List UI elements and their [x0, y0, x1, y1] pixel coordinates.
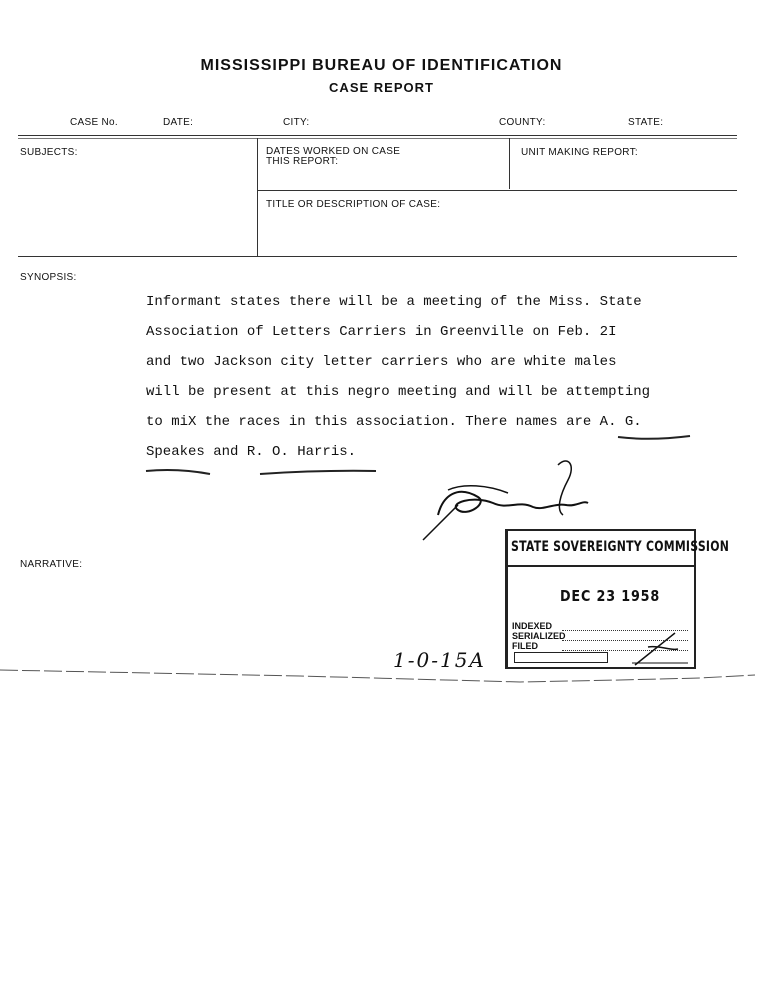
synopsis-line: Informant states there will be a meeting of the Miss. State	[146, 294, 642, 310]
bureau-title: MISSISSIPPI BUREAU OF IDENTIFICATION	[200, 57, 563, 74]
stamp-title: STATE SOVEREIGNTY COMMISSION	[511, 539, 730, 555]
synopsis-line: and two Jackson city letter carriers who are white males	[146, 354, 617, 370]
stamp-date: DEC 23 1958	[560, 587, 661, 605]
dates-worked-line-2: THIS REPORT:	[266, 156, 339, 167]
synopsis-line: Association of Letters Carriers in Greenville on Feb. 2I	[146, 324, 617, 340]
unit-making-report-label: UNIT MAKING REPORT:	[521, 147, 639, 158]
synopsis-line: to miX the races in this association. There names are A. G.	[146, 414, 642, 430]
title-description-label: TITLE OR DESCRIPTION OF CASE:	[266, 199, 441, 210]
stamp-serialized: SERIALIZED	[512, 631, 566, 641]
case-no-label: CASE No.	[70, 117, 118, 128]
date-label: DATE:	[163, 117, 194, 128]
report-subtitle: CASE REPORT	[329, 80, 434, 95]
file-number: 1-0-15A	[393, 648, 486, 672]
stamp-divider	[508, 565, 694, 567]
page-bottom-rule	[0, 660, 763, 700]
synopsis-line: Speakes and R. O. Harris.	[146, 444, 357, 460]
dates-worked-line-1: DATES WORKED ON CASE	[266, 146, 401, 157]
county-label: COUNTY:	[499, 117, 546, 128]
subjects-label: SUBJECTS:	[20, 147, 78, 158]
state-label: STATE:	[628, 117, 664, 128]
stamp-indexed: INDEXED	[512, 621, 553, 631]
stamp-filed: FILED	[512, 641, 538, 651]
synopsis-label: SYNOPSIS:	[20, 272, 77, 283]
synopsis-line: will be present at this negro meeting and will be attempting	[146, 384, 651, 400]
city-label: CITY:	[283, 117, 310, 128]
narrative-label: NARRATIVE:	[20, 559, 83, 570]
